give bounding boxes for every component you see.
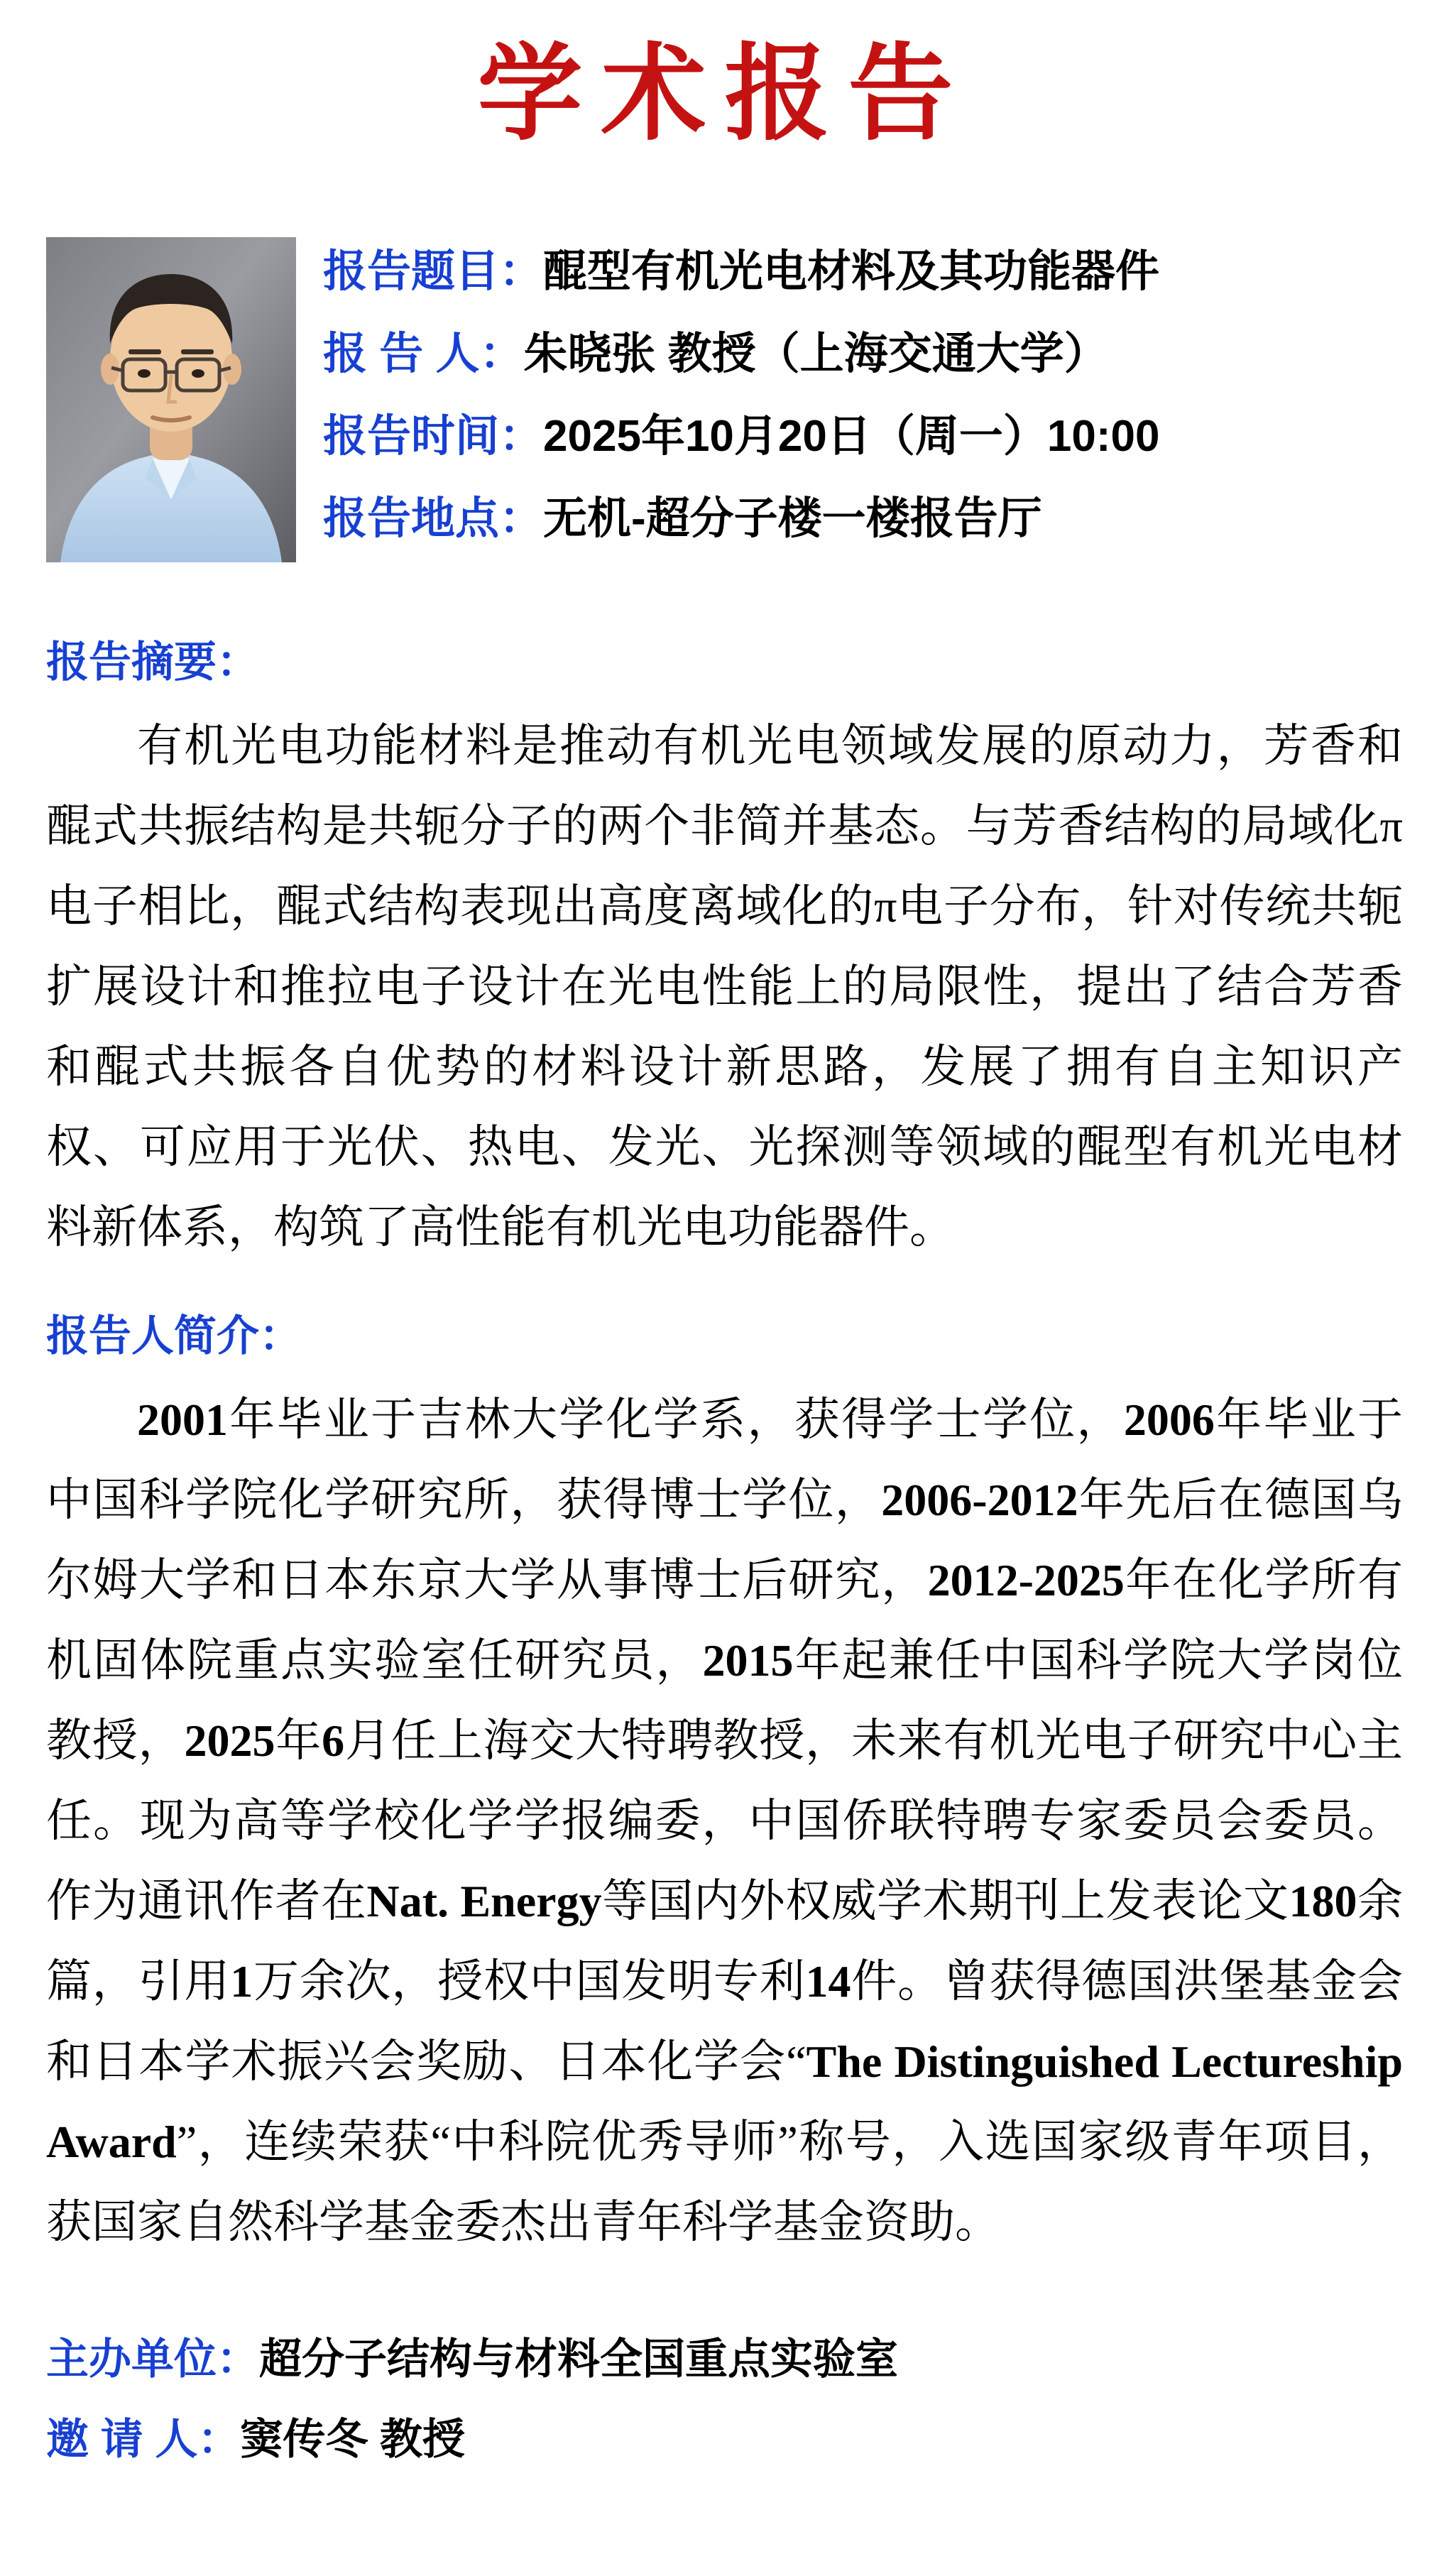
header-section (46, 237, 1403, 562)
talk-title-row (323, 247, 1403, 296)
talk-info-list (323, 237, 1403, 562)
location-label: 报告地点： (323, 494, 544, 544)
time-label: 报告时间： (323, 412, 544, 462)
inviter-value: 窦传冬 教授 (240, 2415, 466, 2463)
inviter-label: 邀 请 人： (46, 2415, 241, 2463)
location-row (323, 494, 1403, 543)
abstract-heading: 报告摘要： (46, 638, 259, 686)
speaker-row (323, 329, 1403, 378)
time-row (323, 412, 1403, 461)
talk-title-label: 报告题目： (323, 246, 544, 296)
talk-title-value: 醌型有机光电材料及其功能器件 (543, 246, 1160, 296)
bio-heading: 报告人简介： (46, 1311, 302, 1360)
organizer-label: 主办单位： (46, 2335, 259, 2383)
speaker-photo-drawing (46, 237, 296, 562)
location-value: 无机-超分子楼一楼报告厅 (543, 494, 1042, 544)
organizer-row (46, 2319, 1403, 2399)
organizer-value: 超分子结构与材料全国重点实验室 (259, 2335, 898, 2383)
bio-paragraph: 2001年毕业于吉林大学化学系，获得学士学位，2006年毕业于中国科学院化学研究所，获得博士学位，2006-2012年先后在德国乌尔姆大学和日本东京大学从事博士后研究，2012-2025年在化学所有机固体院重点实验室任研究员，2015年起兼任中国科学院大学岗位教授，2025年6月任上海交大特聘教授，未来有机光电子研究中心主任。现为高等学校化学学报编委，中国侨联特聘专家委员会委员。作为通讯作者在Nat. Energy等国内外权威学术期刊上发表论文180余篇，引用1万余次，授权中国发明专利14件。曾获得德国洪堡基金会和日本学术振兴会奖励、日本化学会“The Distinguished Lectureship Award”，连续荣获“中科院优秀导师”称号，入选国家级青年项目，获国家自然科学基金委杰出青年科学基金资助。 (46, 1394, 1404, 2247)
abstract-paragraph: 有机光电功能材料是推动有机光电领域发展的原动力，芳香和醌式共振结构是共轭分子的两个非简并基态。与芳香结构的局域化π电子相比，醌式结构表现出高度离域化的π电子分布，针对传统共轭扩展设计和推拉电子设计在光电性能上的局限性，提出了结合芳香和醌式共振各自优势的材料设计新思路，发展了拥有自主知识产权、可应用于光伏、热电、发光、光探测等领域的醌型有机光电材料新体系，构筑了高性能有机光电功能器件。 (46, 720, 1403, 1252)
speaker-label: 报 告 人： (323, 329, 524, 378)
time-value: 2025年10月20日（周一）10:00 (543, 412, 1160, 462)
speaker-photo (46, 237, 296, 562)
speaker-value: 朱晓张 教授（上海交通大学） (523, 329, 1108, 378)
footer-section (46, 2319, 1403, 2479)
page-title: 学术报告 (477, 37, 972, 153)
inviter-row (46, 2399, 1403, 2479)
